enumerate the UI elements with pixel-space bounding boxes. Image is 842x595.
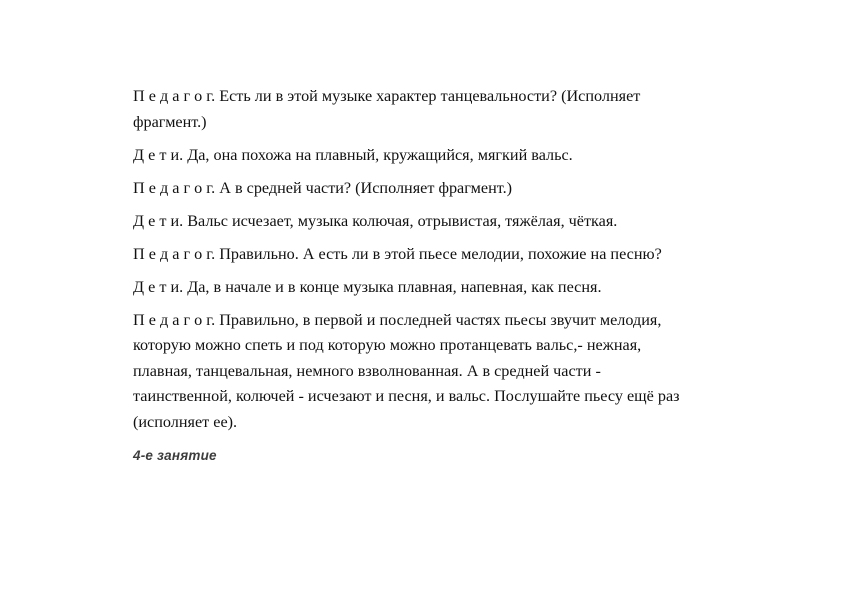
dialogue-paragraph-teacher — [133, 176, 733, 202]
dialogue-paragraph-children — [133, 143, 733, 169]
text-line: фрагмент.) — [133, 112, 207, 131]
text-line: плавная, танцевальная, немного взволнованная. А в средней части - — [133, 361, 601, 380]
text-line: (исполняет ее). — [133, 412, 238, 431]
text-line: Д е т и. Да, она похожа на плавный, кружащийся, мягкий вальс. — [133, 145, 573, 164]
text-line: П е д а г о г. Правильно, в первой и последней частях пьесы звучит мелодия, — [133, 310, 662, 329]
text-line: таинственной, колючей - исчезают и песня, и вальс. Послушайте пьесу ещё раз — [133, 387, 680, 405]
dialogue-paragraph-children — [133, 275, 733, 301]
document-body — [133, 84, 733, 468]
dialogue-paragraph-teacher — [133, 242, 733, 268]
text-line: П е д а г о г. Есть ли в этой музыке характер танцевальности? (Исполняет — [133, 87, 641, 105]
dialogue-paragraph-teacher — [133, 308, 733, 436]
dialogue-paragraph-children — [133, 209, 733, 235]
text-line: Д е т и. Да, в начале и в конце музыка плавная, напевная, как песня. — [133, 277, 602, 296]
dialogue-paragraph-teacher — [133, 84, 733, 135]
text-line: П е д а г о г. Правильно. А есть ли в этой пьесе мелодии, похожие на песню? — [133, 244, 662, 263]
text-line: Д е т и. Вальс исчезает, музыка колючая, отрывистая, тяжёлая, чёткая. — [133, 211, 618, 230]
text-line: П е д а г о г. А в средней части? (Исполняет фрагмент.) — [133, 178, 513, 197]
section-heading: 4-е занятие — [133, 447, 217, 463]
text-line: которую можно спеть и под которую можно протанцевать вальс,- нежная, — [133, 336, 642, 354]
